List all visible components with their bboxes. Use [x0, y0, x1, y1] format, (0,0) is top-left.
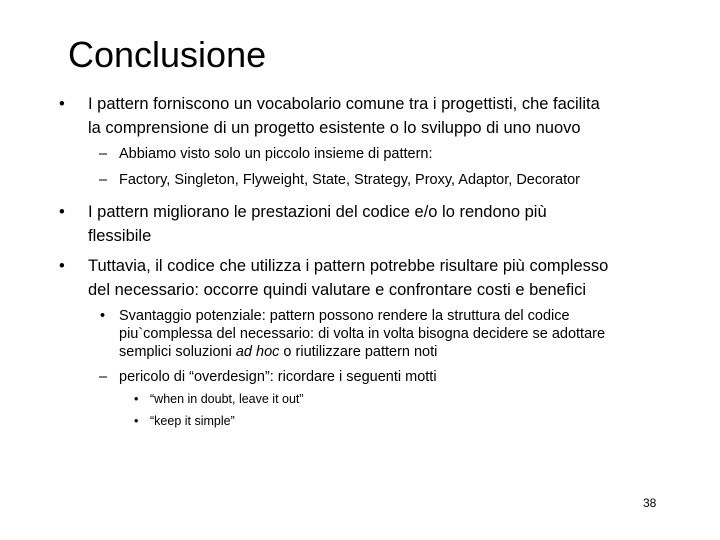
- slide-title: Conclusione: [68, 34, 267, 75]
- motto-text: “when in doubt, leave it out”: [150, 392, 304, 406]
- sub-bullet-text: Factory, Singleton, Flyweight, State, Strategy, Proxy, Adaptor, Decorator: [119, 172, 580, 188]
- sub-bullet-text: Abbiamo visto solo un piccolo insieme di pattern:: [119, 146, 433, 162]
- dash-marker: –: [99, 146, 108, 162]
- sub-bullet-text-line: Svantaggio potenziale: pattern possono rendere la struttura del codice: [119, 308, 570, 324]
- text-segment: o riutilizzare pattern noti: [279, 344, 438, 360]
- sub-bullet-text-line: [119, 343, 437, 361]
- dash-marker: –: [99, 172, 108, 188]
- dash-marker: –: [99, 369, 108, 385]
- bullet-text-line: Tuttavia, il codice che utilizza i pattern potrebbe risultare più complesso: [88, 257, 609, 275]
- bullet-text-line: I pattern forniscono un vocabolario comune tra i progettisti, che facilita: [88, 95, 600, 113]
- bullet-marker: •: [59, 257, 65, 275]
- sub-bullet-text-line: piu`complessa del necessario: di volta in volta bisogna decidere se adottare: [119, 326, 606, 342]
- bullet-text-line: del necessario: occorre quindi valutare e confrontare costi e benefici: [88, 281, 587, 299]
- text-segment: semplici soluzioni: [119, 344, 236, 360]
- bullet-marker: •: [100, 308, 106, 324]
- bullet-marker: •: [134, 392, 139, 406]
- bullet-marker: •: [59, 203, 65, 221]
- bullet-text-line: la comprensione di un progetto esistente o lo sviluppo di uno nuovo: [88, 119, 581, 137]
- text-emphasis: ad hoc: [235, 344, 280, 360]
- sub-bullet-text: pericolo di “overdesign”: ricordare i seguenti motti: [119, 369, 437, 385]
- bullet-marker: •: [59, 95, 65, 113]
- bullet-text-line: flessibile: [88, 227, 152, 245]
- motto-text: “keep it simple”: [150, 414, 235, 428]
- page-number: 38: [643, 496, 657, 510]
- bullet-marker: •: [134, 414, 139, 428]
- bullet-text-line: I pattern migliorano le prestazioni del codice e/o lo rendono più: [88, 203, 547, 221]
